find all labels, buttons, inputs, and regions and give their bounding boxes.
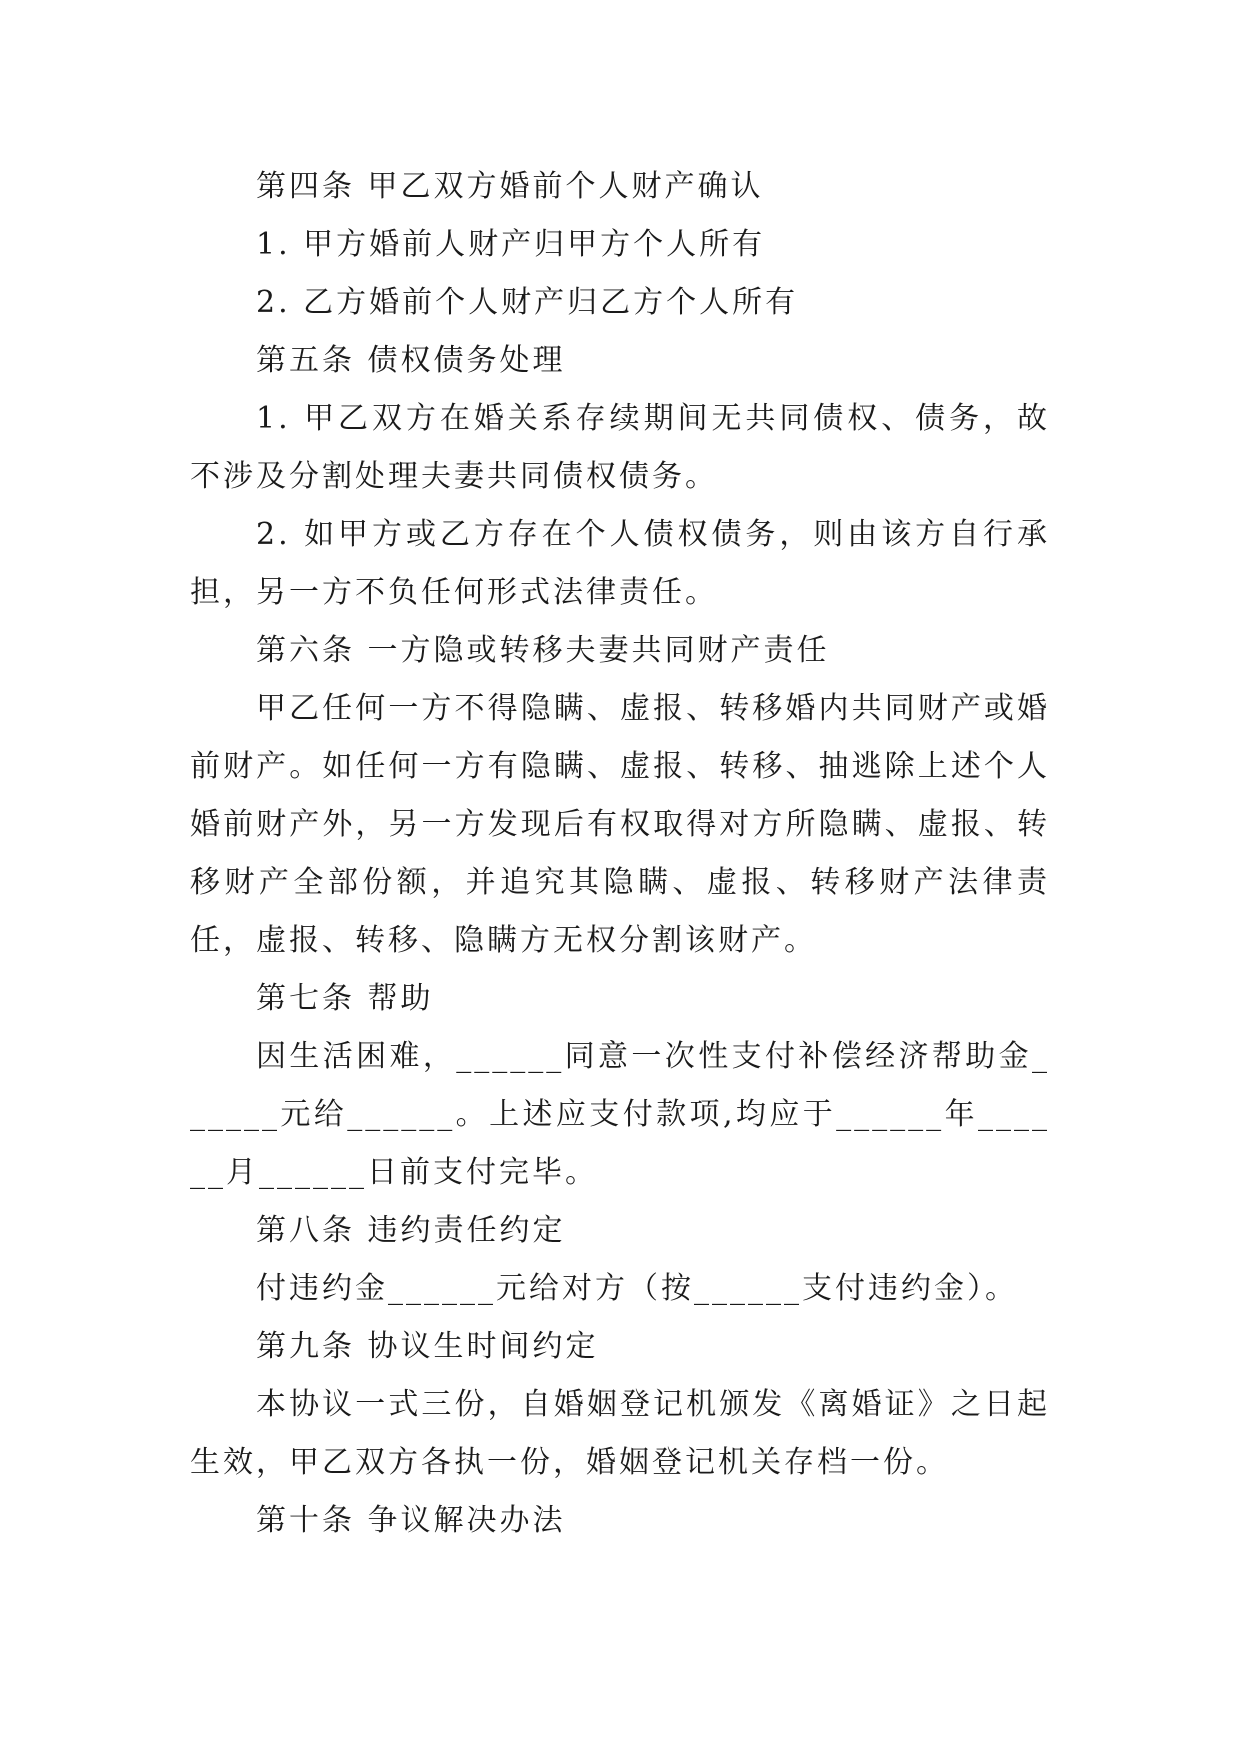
article-6-body: 甲乙任何一方不得隐瞒、虚报、转移婚内共同财产或婚前财产。如任何一方有隐瞒、虚报、转移、抽逃除上述个人婚前财产外，另一方发现后有权取得对方所隐瞒、虚报、转移财产全部份额，并追究其隐瞒、虚报、转移财产法律责任，虚报、转移、隐瞒方无权分割该财产。 (190, 691, 1050, 958)
article-4-item-2: 2. 乙方婚前个人财产归乙方个人所有 (256, 285, 799, 320)
article-5-item-2: 2. 如甲方或乙方存在个人债权债务，则由该方自行承担，另一方不负任何形式法律责任。 (190, 517, 1050, 610)
article-4-heading: 第四条 甲乙双方婚前个人财产确认 (256, 169, 764, 204)
article-9-heading: 第九条 协议生时间约定 (256, 1329, 599, 1364)
article-5-item-1: 1. 甲乙双方在婚关系存续期间无共同债权、债务，故不涉及分割处理夫妻共同债权债务。 (190, 401, 1050, 494)
article-9-body: 本协议一式三份，自婚姻登记机颁发《离婚证》之日起生效，甲乙双方各执一份，婚姻登记机关存档一份。 (190, 1387, 1050, 1480)
article-8-heading: 第八条 违约责任约定 (256, 1213, 566, 1248)
article-5-heading: 第五条 债权债务处理 (256, 343, 566, 378)
article-7-heading: 第七条 帮助 (256, 981, 434, 1016)
article-6-heading: 第六条 一方隐或转移夫妻共同财产责任 (256, 633, 830, 668)
article-8-body: 付违约金______元给对方（按______支付违约金）。 (256, 1271, 1018, 1306)
article-4-item-1: 1. 甲方婚前人财产归甲方个人所有 (256, 227, 766, 262)
article-7-body: 因生活困难，______同意一次性支付补偿经济帮助金______元给______。上述应支付款项,均应于______年______月______日前支付完毕。 (190, 1039, 1050, 1190)
document-body (190, 158, 1050, 1550)
article-10-heading: 第十条 争议解决办法 (256, 1503, 566, 1538)
